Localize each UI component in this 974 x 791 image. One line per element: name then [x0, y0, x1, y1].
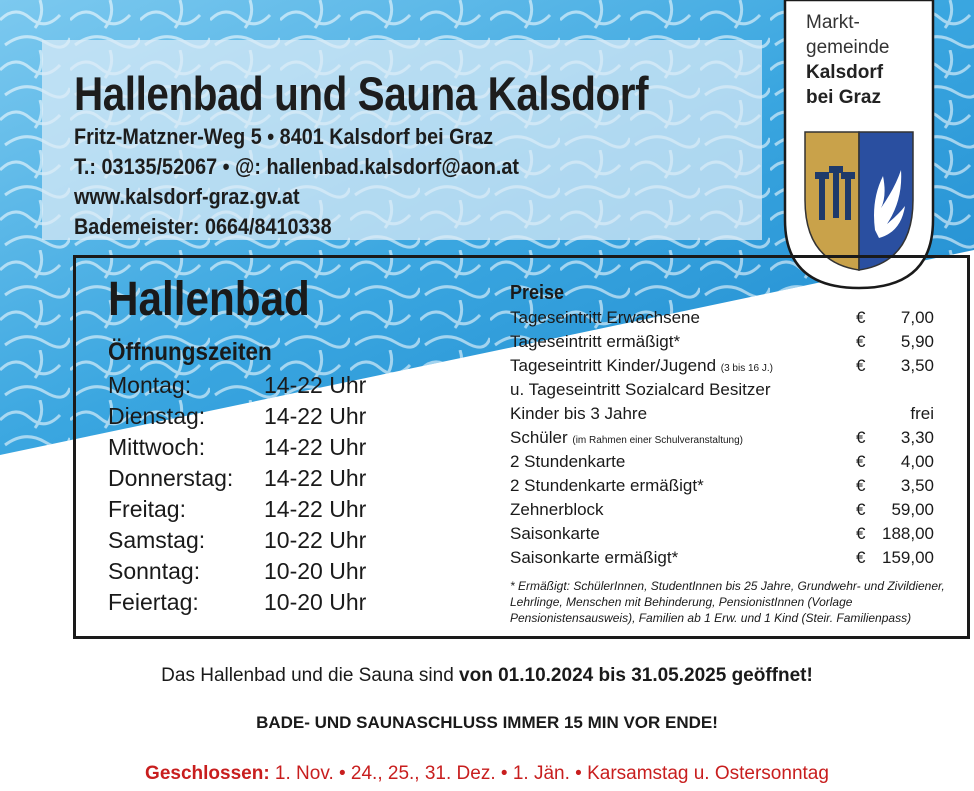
currency: € [856, 428, 866, 447]
price-name: u. Tageseintritt Sozialcard Besitzer [510, 380, 771, 399]
currency: € [856, 452, 866, 471]
price-footnote: * Ermäßigt: SchülerInnen, StudentInnen bis 25 Jahre, Grundwehr- und Zivildiener, Lehrlinge, Menschen mit Behinderung, PensionistInnen (Vorlage Pensionistensausweis), Familien ab 1 Erw. und 1 Kind (Steir. Familienpass) [510, 579, 945, 625]
day-label: Sonntag: [108, 558, 201, 584]
price-value: frei [910, 404, 934, 423]
price-row [510, 476, 940, 500]
price-value: 59,00 [891, 500, 934, 519]
prices-title: Preise [510, 282, 565, 304]
day-label: Donnerstag: [108, 465, 234, 491]
price-value: 3,30 [900, 428, 934, 447]
day-label: Montag: [108, 372, 192, 398]
price-row [510, 452, 940, 476]
price-row [510, 332, 940, 356]
price-name: Saisonkarte ermäßigt* [510, 548, 679, 567]
price-value: 4,00 [900, 452, 934, 471]
price-name: Schüler [510, 428, 568, 447]
price-note: (im Rahmen einer Schulveranstaltung) [572, 435, 744, 446]
price-value: 188,00 [882, 524, 934, 543]
price-row [510, 500, 940, 524]
logo-line-2: gemeinde [806, 37, 890, 58]
price-value: 3,50 [900, 476, 934, 495]
time-value: 10-20 Uhr [264, 558, 367, 584]
day-label: Dienstag: [108, 403, 206, 429]
opening-hours-title: Öffnungszeiten [108, 338, 272, 366]
contact-line: T.: 03135/52067 • @: hallenbad.kalsdorf@aon.at [74, 154, 520, 179]
logo-line-3: Kalsdorf [806, 62, 884, 83]
address-line: Fritz-Matzner-Weg 5 • 8401 Kalsdorf bei Graz [74, 124, 494, 149]
closed-dates: 1. Nov. • 24., 25., 31. Dez. • 1. Jän. • Karsamstag u. Ostersonntag [269, 763, 829, 784]
currency: € [856, 308, 866, 327]
time-value: 14-22 Uhr [264, 403, 367, 429]
logo-line-1: Markt- [806, 12, 860, 33]
time-value: 14-22 Uhr [264, 372, 367, 398]
currency: € [856, 548, 866, 567]
price-name: Kinder bis 3 Jahre [510, 404, 648, 423]
price-name: Tageseintritt Kinder/Jugend [510, 356, 717, 375]
price-name: Zehnerblock [510, 500, 604, 519]
day-label: Feiertag: [108, 589, 199, 615]
closed-label: Geschlossen: [145, 763, 270, 784]
time-value: 14-22 Uhr [264, 434, 367, 460]
price-note: (3 bis 16 J.) [720, 363, 774, 374]
price-value: 3,50 [900, 356, 934, 375]
municipality-name [806, 10, 889, 110]
price-value: 159,00 [882, 548, 934, 567]
currency: € [856, 476, 866, 495]
time-value: 10-22 Uhr [264, 527, 367, 553]
day-label: Samstag: [108, 527, 206, 553]
day-label: Mittwoch: [108, 434, 206, 460]
currency: € [856, 356, 866, 375]
price-value: 7,00 [900, 308, 934, 327]
price-row [510, 524, 940, 548]
logo-line-4: bei Graz [806, 87, 881, 108]
price-row [510, 404, 940, 428]
price-row [510, 428, 940, 452]
currency: € [856, 500, 866, 519]
price-name: Tageseintritt Erwachsene [510, 308, 700, 327]
coat-of-arms-icon [805, 132, 913, 270]
season-info-prefix: Das Hallenbad und die Sauna sind [161, 665, 460, 686]
price-row [510, 380, 940, 404]
price-name: Tageseintritt ermäßigt* [510, 332, 681, 351]
price-name: 2 Stundenkarte ermäßigt* [510, 476, 704, 495]
season-info [0, 665, 974, 687]
price-row [510, 356, 940, 380]
season-info-dates: von 01.10.2024 bis 31.05.2025 geöffnet! [459, 665, 813, 686]
closed-days [0, 763, 974, 785]
price-name: Saisonkarte [510, 524, 600, 543]
price-value: 5,90 [900, 332, 934, 351]
section-title: Hallenbad [108, 273, 310, 326]
time-value: 14-22 Uhr [264, 496, 367, 522]
time-value: 14-22 Uhr [264, 465, 367, 491]
page-title: Hallenbad und Sauna Kalsdorf [74, 67, 649, 120]
bademeister-line: Bademeister: 0664/8410338 [74, 214, 332, 239]
currency: € [856, 332, 866, 351]
price-row [510, 548, 940, 572]
day-label: Freitag: [108, 496, 186, 522]
price-list [510, 308, 940, 572]
closing-notice: BADE- UND SAUNASCHLUSS IMMER 15 MIN VOR ENDE! [256, 713, 718, 732]
currency: € [856, 524, 866, 543]
price-name: 2 Stundenkarte [510, 452, 626, 471]
time-value: 10-20 Uhr [264, 589, 367, 615]
website-line[interactable]: www.kalsdorf-graz.gv.at [74, 184, 300, 209]
price-row [510, 308, 940, 332]
